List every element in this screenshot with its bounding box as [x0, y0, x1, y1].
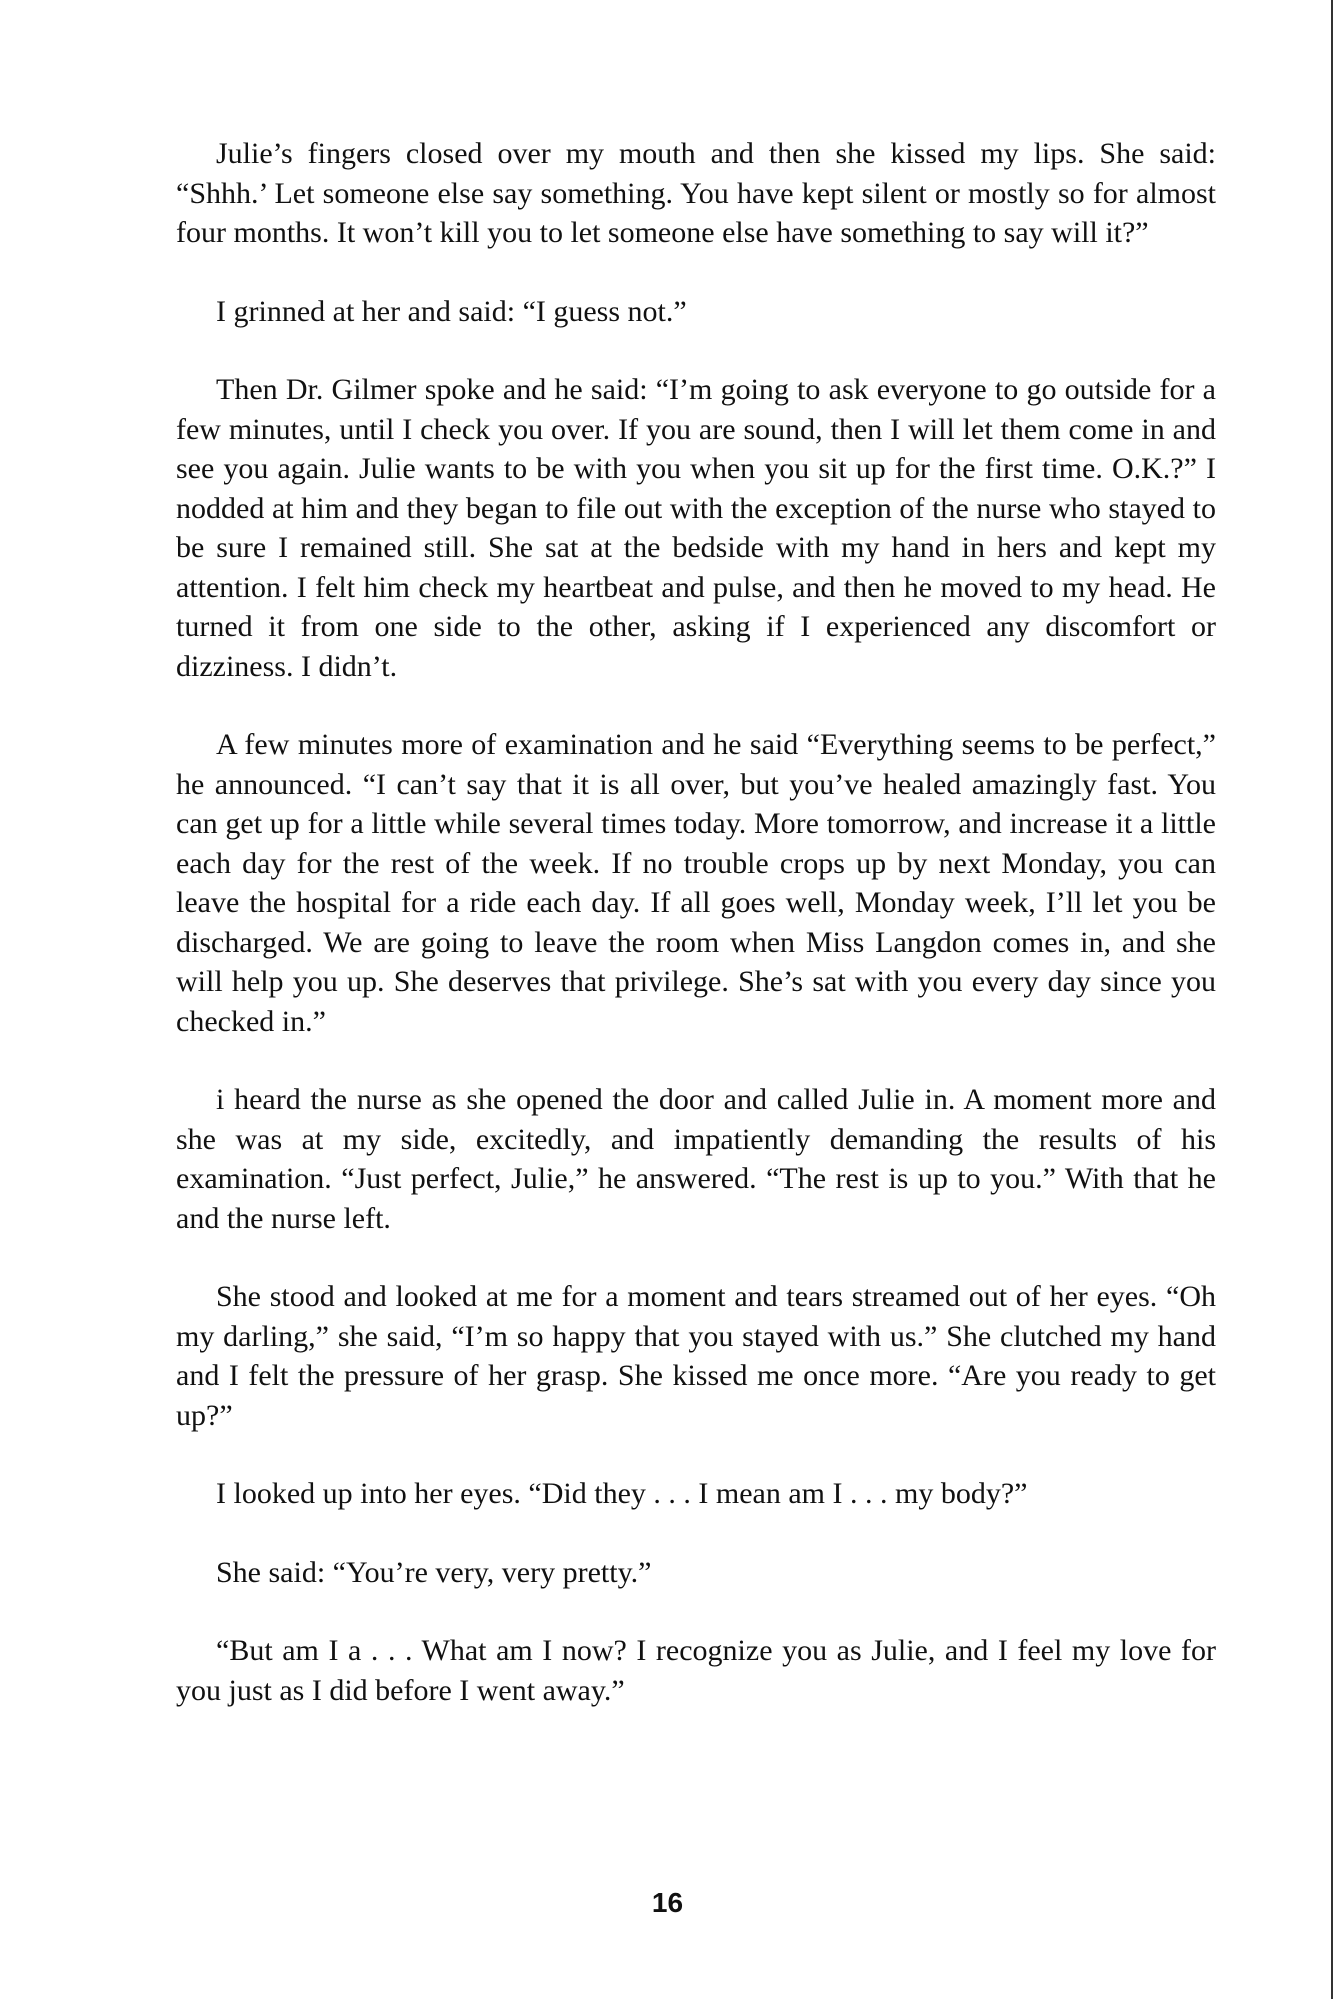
paragraph: She said: “You’re very, very pretty.” — [216, 1555, 652, 1589]
body-text — [176, 134, 1216, 1749]
page-number: 16 — [651, 1887, 684, 1918]
paragraph: I grinned at her and said: “I guess not.” — [216, 294, 687, 328]
paragraph: Then Dr. Gilmer spoke and he said: “I’m going to ask everyone to go outside for a few minutes, until I check you over. If you are sound, then I will let them come in and see you again. Julie wants to be with you when you sit up for the first time. O.K.?” I nodded at him and they began to file out with the exception of the nurse who stayed to be sure I remained still. She sat at the bedside with my hand in hers and kept my attention. I felt him check my heartbeat and pulse, and then he moved to my head. He turned it from one side to the other, asking if I experienced any discomfort or dizziness. I didn’t. — [176, 373, 1216, 683]
paragraph: i heard the nurse as she opened the door and called Julie in. A moment more and she was at my side, excitedly, and impatiently demanding the results of his examination. “Just perfect, Julie,” he answered. “The rest is up to you.” With that he and the nurse left. — [176, 1083, 1216, 1235]
paragraph: I looked up into her eyes. “Did they . . . I mean am I . . . my body?” — [216, 1477, 1028, 1510]
paragraph: She stood and looked at me for a moment and tears streamed out of her eyes. “Oh my darling,” she said, “I’m so happy that you stayed with us.” She clutched my hand and I felt the pressure of her grasp. She kissed me once more. “Are you ready to get up?” — [176, 1280, 1216, 1432]
paragraph: Julie’s fingers closed over my mouth and then she kissed my lips. She said: “Shhh.’ Let someone else say something. You have kept silent or mostly so for almost four months. It won’t kill you to let someone else have something to say will it?” — [176, 137, 1216, 249]
paragraph: “But am I a . . . What am I now? I recognize you as Julie, and I feel my love for you just as I did before I went away.” — [176, 1634, 1216, 1707]
paragraph: A few minutes more of examination and he said “Everything seems to be perfect,” he announced. “I can’t say that it is all over, but you’ve healed amazingly fast. You can get up for a little while several times today. More tomorrow, and increase it a little each day for the rest of the week. If no trouble crops up by next Monday, you can leave the hospital for a ride each day. If all goes well, Monday week, I’ll let you be discharged. We are going to leave the room when Miss Langdon comes in, and she will help you up. She deserves that privilege. She’s sat with you every day since you checked in.” — [176, 728, 1216, 1038]
page-edge-divider — [1331, 0, 1333, 1999]
